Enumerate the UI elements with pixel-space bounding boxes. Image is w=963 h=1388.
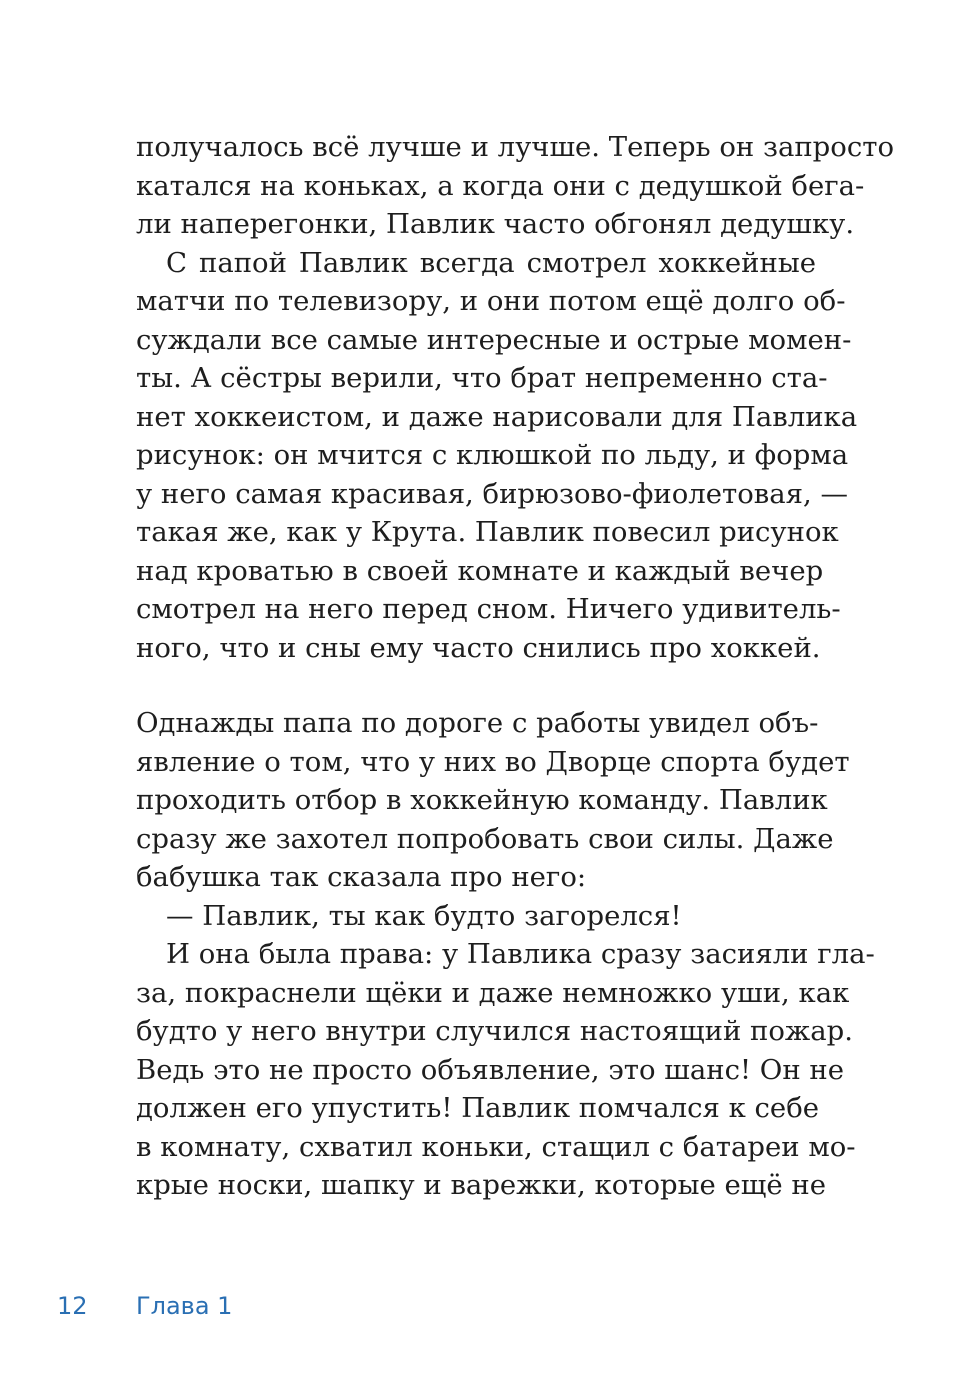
text-line: нет хоккеистом, и даже нарисовали для Павлика	[136, 400, 858, 433]
text-line: рисунок: он мчится с клюшкой по льду, и форма	[136, 439, 849, 471]
text-line: ного, что и сны ему часто снились про хоккей.	[136, 631, 821, 664]
text-line: над кроватью в своей комнате и каждый вечер	[136, 554, 824, 587]
text-line: матчи по телевизору, и они потом ещё долго об-	[136, 285, 846, 317]
text-line: — Павлик, ты как будто загорелся!	[166, 899, 682, 932]
text-line: смотрел на него перед сном. Ничего удивитель-	[136, 593, 841, 625]
text-line: бабушка так сказала про него:	[136, 861, 587, 893]
text-line: будто у него внутри случился настоящий пожар.	[136, 1015, 853, 1047]
text-line: катался на коньках, а когда они с дедушкой бега-	[136, 169, 865, 202]
text-line: ты. А сёстры верили, что брат непременно ста-	[136, 362, 828, 394]
text-line: у него самая красивая, бирюзово-фиолетовая, —	[136, 477, 848, 510]
text-line: Ведь это не просто объявление, это шанс! Он не	[136, 1053, 845, 1086]
text-line: И она была права: у Павлика сразу засияли гла-	[166, 938, 875, 970]
text-line: ли наперегонки, Павлик часто обгонял дедушку.	[136, 208, 855, 240]
text-line: крые носки, шапку и варежки, которые ещё не	[136, 1169, 826, 1201]
text-line: получалось всё лучше и лучше. Теперь он запросто	[136, 131, 895, 163]
chapter-title: Глава 1	[136, 1292, 233, 1320]
text-line: явление о том, что у них во Дворце спорта будет	[136, 745, 850, 778]
text-line: за, покраснели щёки и даже немножко уши, как	[136, 976, 850, 1009]
paragraph-block-2	[136, 704, 875, 1205]
text-line: Однажды папа по дороге с работы увидел объ-	[136, 707, 819, 739]
text-line: проходить отбор в хоккейную команду. Павлик	[136, 784, 828, 816]
text-line: должен его упустить! Павлик помчался к себе	[136, 1092, 820, 1124]
text-line: суждали все самые интересные и острые момен-	[136, 323, 852, 356]
paragraph-block-1	[136, 128, 895, 667]
page-number: 12	[57, 1292, 88, 1320]
text-line: в комнату, схватил коньки, стащил с батареи мо-	[136, 1130, 856, 1163]
text-line: сразу же захотел попробовать свои силы. Даже	[136, 822, 834, 855]
text-line: такая же, как у Крута. Павлик повесил рисунок	[136, 516, 839, 548]
text-line: С папой Павлик всегда смотрел хоккейные	[166, 246, 816, 279]
